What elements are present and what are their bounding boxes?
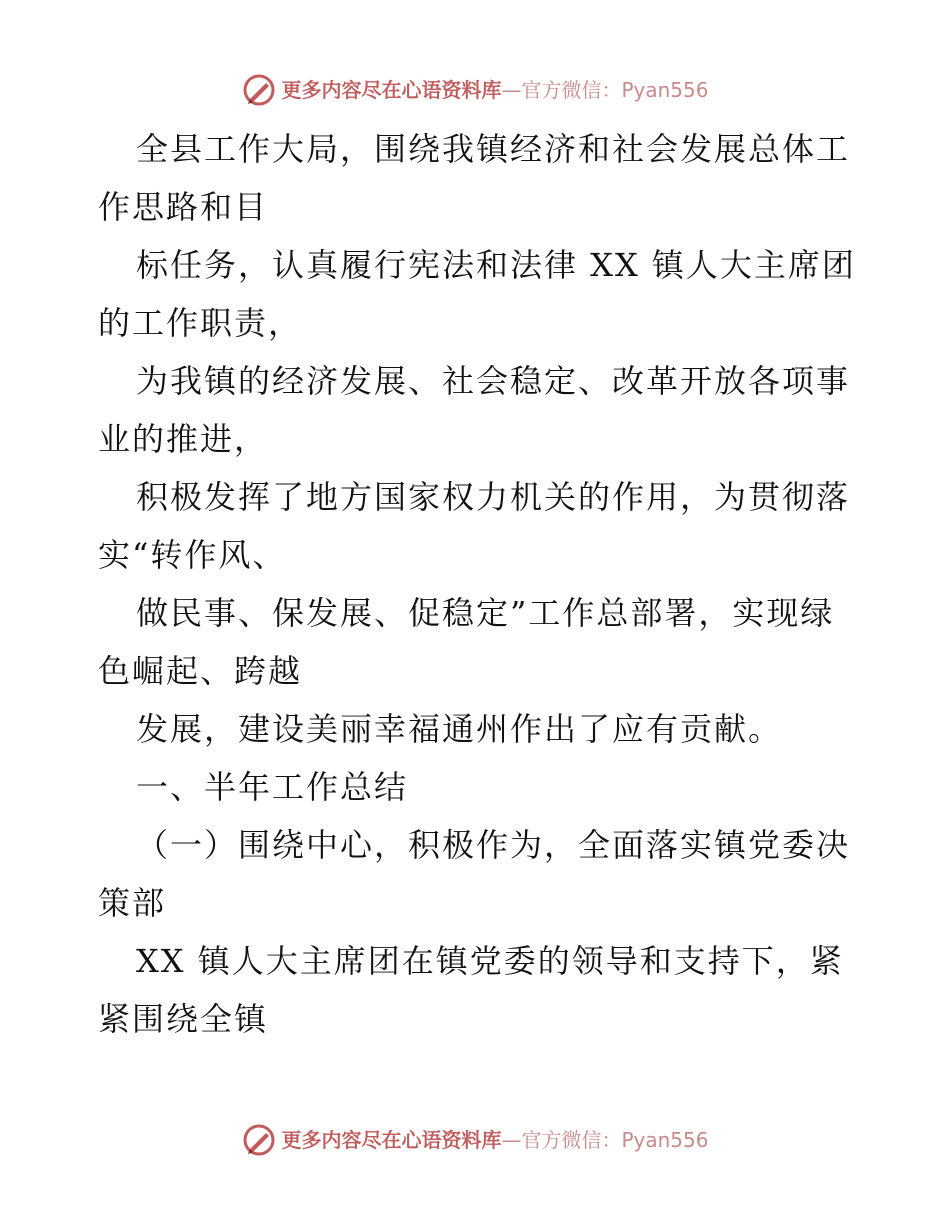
watermark-main-text: 更多内容尽在心语资料库 bbox=[281, 78, 502, 102]
section-heading: 一、半年工作总结 bbox=[136, 768, 409, 806]
watermark-main-text: 更多内容尽在心语资料库 bbox=[281, 1128, 502, 1152]
text-line: 标任务，认真履行宪法和法律 XX 镇人大主席团 bbox=[136, 246, 856, 284]
pen-logo-icon bbox=[241, 72, 277, 108]
document-body bbox=[98, 120, 858, 1048]
text-line: 业的推进， bbox=[98, 420, 269, 458]
text-line: 紧围绕全镇 bbox=[98, 1000, 269, 1038]
watermark-contact: 官方微信：Pyan556 bbox=[521, 78, 709, 102]
text-line: 的工作职责， bbox=[98, 304, 303, 342]
watermark-separator: — bbox=[501, 1128, 522, 1152]
text-line: XX 镇人大主席团在镇党委的领导和支持下，紧 bbox=[136, 942, 844, 980]
pen-logo-icon bbox=[241, 1122, 277, 1158]
text-line: 全县工作大局，围绕我镇经济和社会发展总体工 bbox=[136, 130, 851, 168]
header-watermark bbox=[0, 70, 950, 110]
subsection-heading: （一）围绕中心，积极作为，全面落实镇党委决 bbox=[136, 826, 851, 864]
watermark-contact: 官方微信：Pyan556 bbox=[521, 1128, 709, 1152]
footer-watermark bbox=[0, 1120, 950, 1160]
watermark-separator: — bbox=[501, 78, 522, 102]
text-line: 为我镇的经济发展、社会稳定、改革开放各项事 bbox=[136, 362, 851, 400]
text-line: 作思路和目 bbox=[98, 188, 269, 226]
text-line: 色崛起、跨越 bbox=[98, 652, 303, 690]
text-line: 策部 bbox=[98, 884, 167, 922]
text-line: 实“转作风、 bbox=[98, 536, 287, 574]
text-line: 积极发挥了地方国家权力机关的作用，为贯彻落 bbox=[136, 478, 851, 516]
text-line: 做民事、保发展、促稳定”工作总部署，实现绿 bbox=[136, 594, 835, 632]
text-line: 发展，建设美丽幸福通州作出了应有贡献。 bbox=[136, 710, 783, 748]
